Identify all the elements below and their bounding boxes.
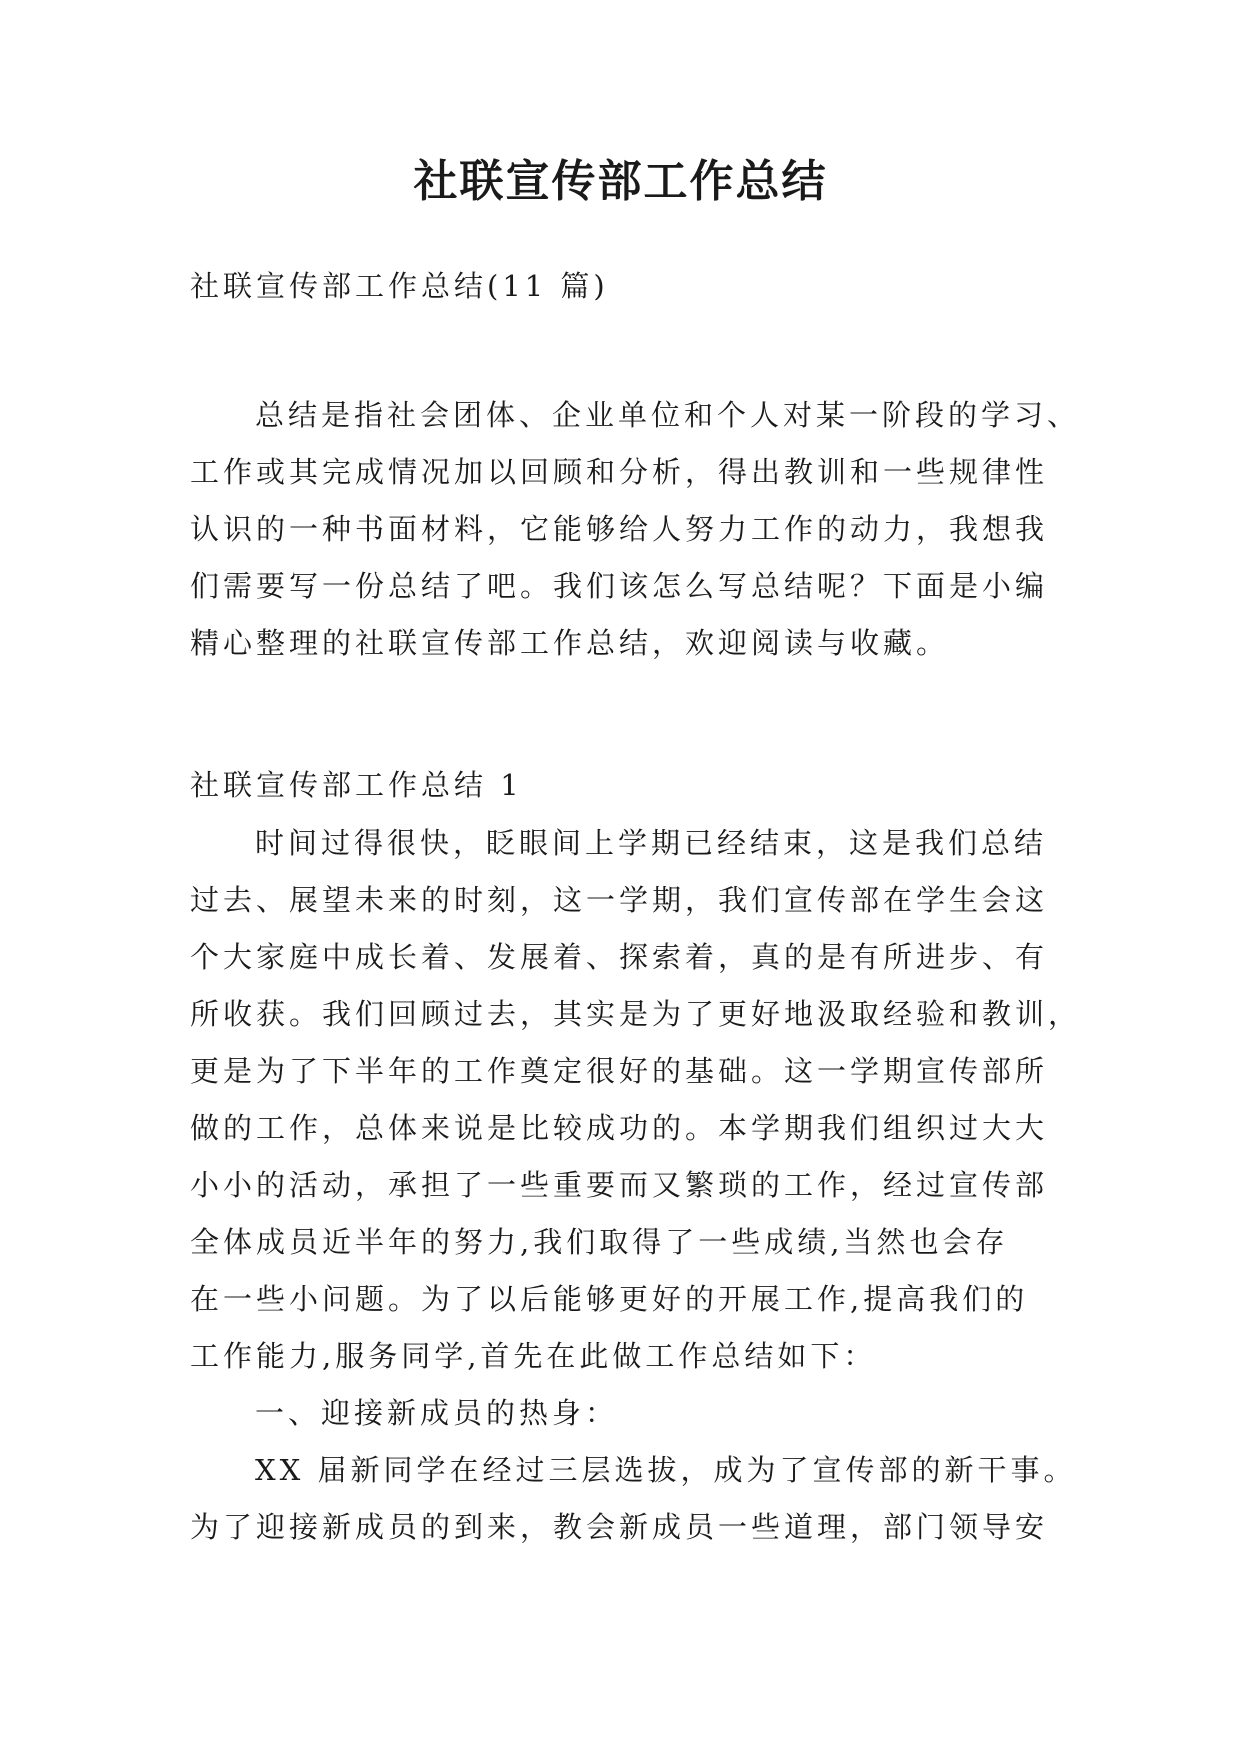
intro-line: 认识的一种书面材料，它能够给人努力工作的动力，我想我	[190, 512, 1049, 546]
intro-line: 们需要写一份总结了吧。我们该怎么写总结呢？下面是小编	[190, 569, 1049, 603]
section-heading: 社联宣传部工作总结 1	[190, 768, 523, 802]
body-line: XX 届新同学在经过三层选拔，成为了宣传部的新干事。	[255, 1453, 1077, 1487]
body-line: 全体成员近半年的努力,我们取得了一些成绩,当然也会存	[190, 1225, 1009, 1259]
document-subtitle: 社联宣传部工作总结(11 篇)	[190, 269, 609, 303]
body-line: 更是为了下半年的工作奠定很好的基础。这一学期宣传部所	[190, 1054, 1049, 1088]
body-line: 个大家庭中成长着、发展着、探索着，真的是有所进步、有	[190, 940, 1049, 974]
intro-line: 总结是指社会团体、企业单位和个人对某一阶段的学习、	[255, 398, 1081, 432]
body-line: 小小的活动，承担了一些重要而又繁琐的工作，经过宣传部	[190, 1168, 1049, 1202]
intro-line: 精心整理的社联宣传部工作总结，欢迎阅读与收藏。	[190, 626, 950, 660]
body-line: 做的工作，总体来说是比较成功的。本学期我们组织过大大	[190, 1111, 1049, 1145]
intro-line: 工作或其完成情况加以回顾和分析，得出教训和一些规律性	[190, 455, 1049, 489]
body-line: 工作能力,服务同学,首先在此做工作总结如下：	[190, 1339, 877, 1373]
body-line: 时间过得很快，眨眼间上学期已经结束，这是我们总结	[255, 826, 1048, 860]
body-line: 为了迎接新成员的到来，教会新成员一些道理，部门领导安	[190, 1510, 1049, 1544]
body-line: 过去、展望未来的时刻，这一学期，我们宣传部在学生会这	[190, 883, 1049, 917]
body-line: 一、迎接新成员的热身：	[255, 1396, 619, 1430]
document-title: 社联宣传部工作总结	[413, 156, 828, 207]
body-line: 在一些小问题。为了以后能够更好的开展工作,提高我们的	[190, 1282, 1029, 1316]
body-line: 所收获。我们回顾过去，其实是为了更好地汲取经验和教训，	[190, 997, 1082, 1031]
